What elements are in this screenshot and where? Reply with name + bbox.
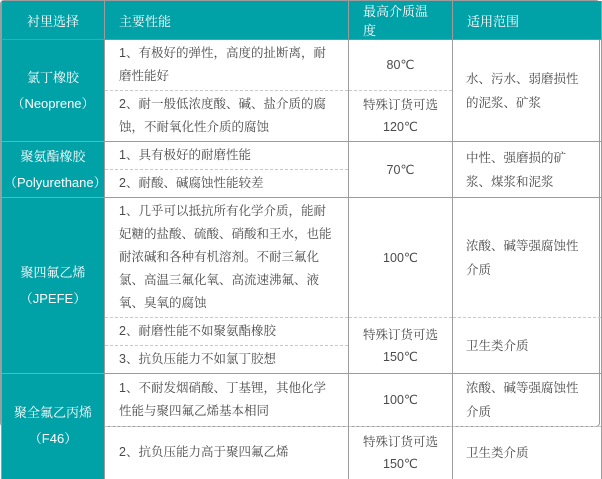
temperature-cell: [349, 427, 453, 479]
range-cell: 浓酸、碱等强腐蚀性介质: [453, 198, 602, 318]
temperature-cell: [349, 91, 453, 142]
table-row: [2, 40, 602, 91]
temperature-value: 150℃: [383, 456, 418, 471]
table-row: [2, 142, 602, 170]
table-header-row: [2, 1, 602, 40]
header-cell-lining: 衬里选择: [2, 1, 105, 40]
table-row: [2, 374, 602, 427]
performance-cell: 1、不耐发烟硝酸、丁基锂，其他化学性能与聚四氟乙烯基本相同: [105, 374, 349, 427]
range-cell: 浓酸、碱等强腐蚀性介质: [453, 374, 602, 427]
performance-cell: 1、有极好的弹性，高度的扯断离，耐磨性能好: [105, 40, 349, 91]
temperature-cell: 80℃: [349, 40, 453, 91]
performance-cell: 2、抗负压能力高于聚四氟乙烯: [105, 427, 349, 479]
range-cell: 中性、强磨损的矿浆、煤浆和泥浆: [453, 142, 602, 198]
performance-cell: 2、耐一般低浓度酸、碱、盐介质的腐蚀，不耐氧化性介质的腐蚀: [105, 91, 349, 142]
temperature-cell: [349, 318, 453, 374]
temperature-note: 特殊订货可选: [362, 434, 438, 449]
material-name: 聚全氟乙丙烯: [13, 405, 92, 421]
header-cell-range: 适用范围: [453, 1, 602, 40]
performance-cell: 2、耐酸、碱腐蚀性能较差: [105, 170, 349, 198]
performance-cell: 1、几乎可以抵抗所有化学介质，能耐妃糖的盐酸、硫酸、硝酸和王水，也能耐浓碱和各种有机溶剂。不耐三氟化氯、高温三氟化氧、高流速沸氟、液氧、臭氧的腐蚀: [105, 198, 349, 318]
temperature-note: 特殊订货可选: [362, 98, 438, 112]
material-name: 聚氨酯橡胶: [20, 148, 86, 164]
material-name: 氯丁橡胶: [26, 69, 79, 85]
range-cell: 水、污水、弱磨损性的泥浆、矿浆: [453, 40, 602, 142]
temperature-cell: 100℃: [349, 198, 453, 318]
material-en-name: （JPEFE）: [19, 290, 87, 306]
temperature-cell: 100℃: [349, 374, 453, 427]
material-cell-f46: [2, 374, 105, 479]
table-row: [2, 198, 602, 318]
temperature-value: 120℃: [383, 120, 418, 134]
performance-cell: 2、耐磨性能不如聚氨酯橡胶: [105, 318, 349, 346]
material-cell-polyurethane: [2, 142, 105, 198]
material-en-name: （Neoprene）: [11, 95, 95, 111]
material-en-name: （Polyurethane）: [4, 174, 107, 190]
temperature-cell: 70℃: [349, 142, 453, 198]
material-en-name: （F46）: [28, 431, 78, 447]
performance-cell: 3、抗负压能力不如氯丁胶想: [105, 346, 349, 374]
range-cell: 卫生类介质: [453, 318, 602, 374]
material-cell-ptfe: [2, 198, 105, 374]
temperature-note: 特殊订货可选: [362, 327, 438, 342]
material-cell-neoprene: [2, 40, 105, 142]
material-name: 聚四氟乙烯: [20, 264, 86, 280]
header-cell-temperature: 最高介质温度: [349, 1, 453, 40]
performance-cell: 1、具有极好的耐磨性能: [105, 142, 349, 170]
header-cell-performance: 主要性能: [105, 1, 349, 40]
range-cell: 卫生类介质: [453, 427, 602, 479]
lining-selection-table: [1, 1, 602, 479]
temperature-value: 150℃: [383, 349, 418, 364]
